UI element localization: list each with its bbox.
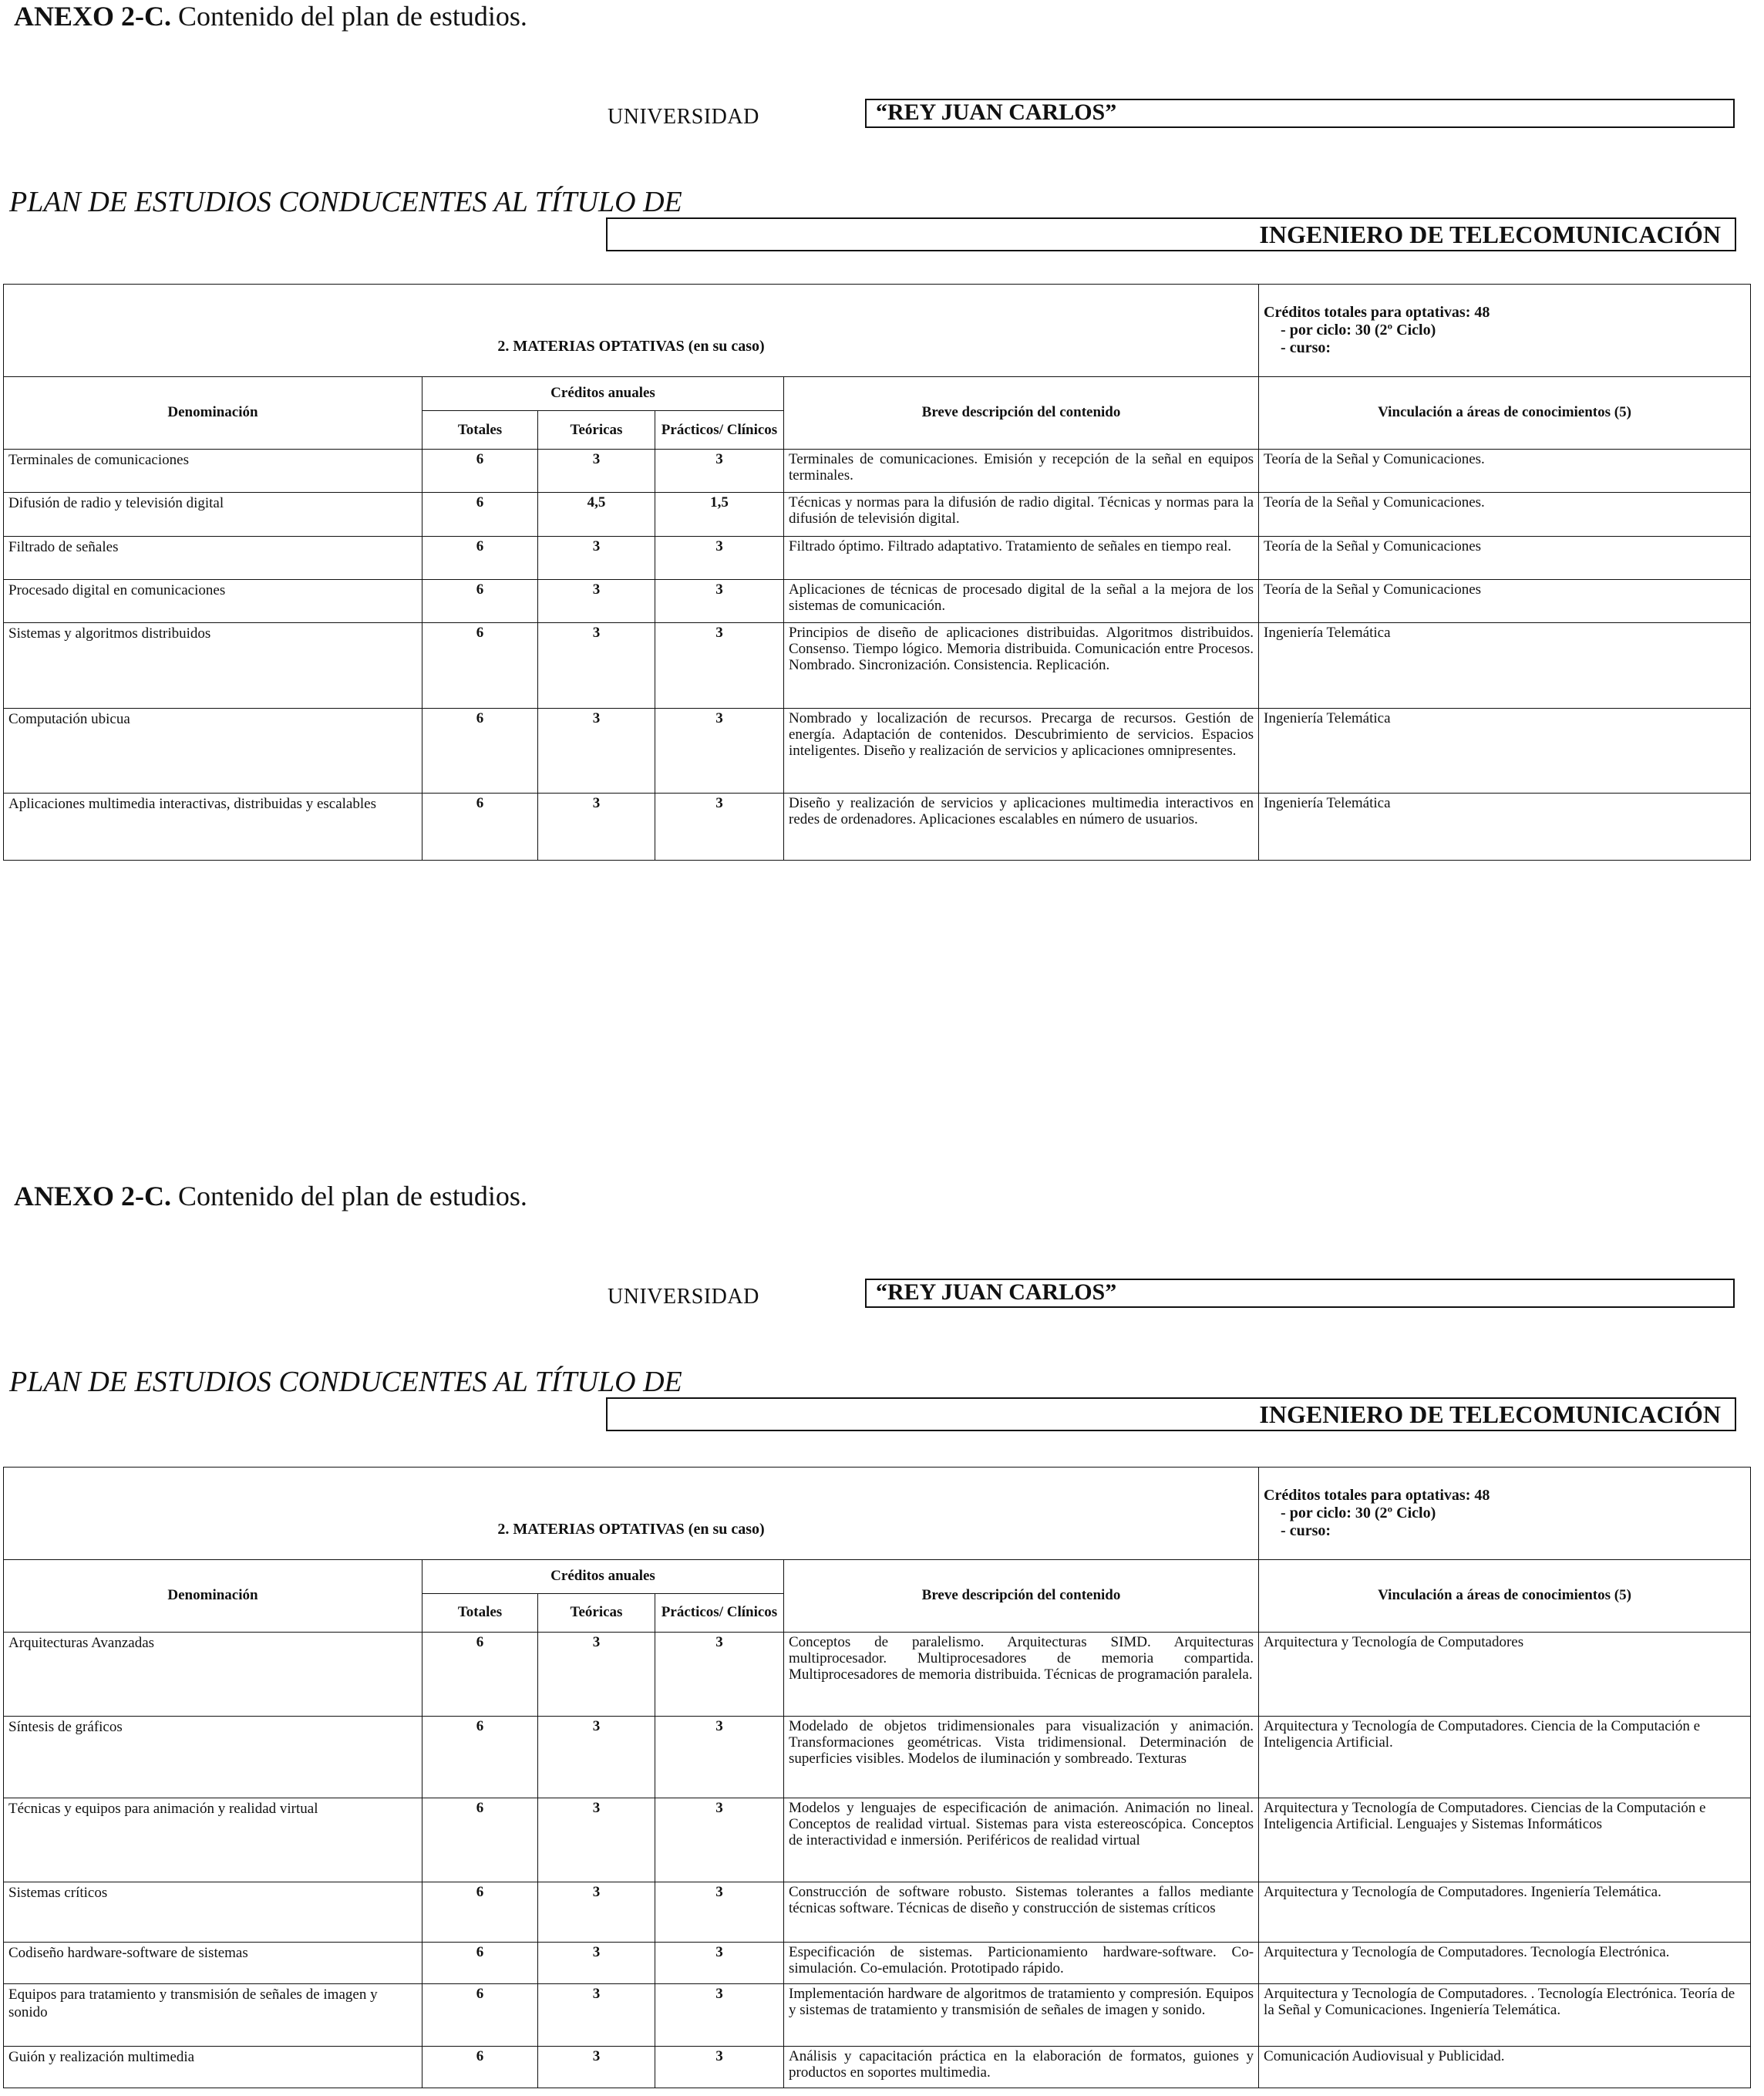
table-row: [4, 493, 1751, 536]
subject-name: Difusión de radio y televisión digital: [4, 493, 422, 536]
subject-description: Filtrado óptimo. Filtrado adaptativo. Tratamiento de señales en tiempo real.: [784, 536, 1259, 579]
section-title: 2. MATERIAS OPTATIVAS (en su caso): [4, 285, 1259, 377]
table-row: [4, 708, 1751, 794]
credits-practice: 3: [655, 2046, 784, 2088]
subject-description: Diseño y realización de servicios y aplicaciones multimedia interactivos en redes de ordenadores. Aplicaciones escalables en número de usuarios.: [784, 794, 1259, 861]
table-row: [4, 580, 1751, 623]
header-creditos: Créditos anuales: [422, 376, 784, 410]
table-row: [4, 536, 1751, 579]
section-title: 2. MATERIAS OPTATIVAS (en su caso): [4, 1468, 1259, 1560]
credits-theory: 3: [538, 1633, 655, 1717]
table-row: [4, 623, 1751, 709]
university-label: UNIVERSIDAD: [608, 1285, 759, 1309]
knowledge-area: Teoría de la Señal y Comunicaciones: [1259, 580, 1751, 623]
credits-practice: 3: [655, 708, 784, 794]
header-teoricas: Teóricas: [538, 410, 655, 449]
knowledge-area: Arquitectura y Tecnología de Computadores. . Tecnología Electrónica. Teoría de la Señal y Comunicaciones. Ingeniería Telemática.: [1259, 1984, 1751, 2046]
subject-name: Codiseño hardware-software de sistemas: [4, 1943, 422, 1984]
optional-subjects-table: [3, 1467, 1751, 2088]
subject-description: Nombrado y localización de recursos. Precarga de recursos. Gestión de energía. Adaptación de contenidos. Descubrimiento de servicios. Espacios inteligentes. Diseño y realización de servicios y aplicaciones omnipresentes.: [784, 708, 1259, 794]
header-denominacion: Denominación: [4, 1559, 422, 1632]
credits-practice: 3: [655, 450, 784, 493]
credits-practice: 3: [655, 536, 784, 579]
credits-theory: 3: [538, 1943, 655, 1984]
credits-practice: 3: [655, 623, 784, 709]
optional-subjects-table: [3, 284, 1751, 861]
degree-title-box: INGENIERO DE TELECOMUNICACIÓN: [606, 1397, 1736, 1431]
credits-practice: 1,5: [655, 493, 784, 536]
credits-total: 6: [422, 708, 538, 794]
knowledge-area: Ingeniería Telemática: [1259, 794, 1751, 861]
table-row: [4, 2046, 1751, 2088]
subject-name: Equipos para tratamiento y transmisión de señales de imagen y sonido: [4, 1984, 422, 2046]
table-row: [4, 794, 1751, 861]
credits-theory: 3: [538, 794, 655, 861]
credits-total: 6: [422, 1633, 538, 1717]
header-creditos: Créditos anuales: [422, 1559, 784, 1593]
credits-total: 6: [422, 2046, 538, 2088]
university-name-box: “REY JUAN CARLOS”: [865, 99, 1735, 128]
subject-description: Técnicas y normas para la difusión de radio digital. Técnicas y normas para la difusión de televisión digital.: [784, 493, 1259, 536]
credits-theory: 3: [538, 708, 655, 794]
knowledge-area: Teoría de la Señal y Comunicaciones.: [1259, 450, 1751, 493]
credits-theory: 3: [538, 1984, 655, 2046]
header-denominacion: Denominación: [4, 376, 422, 450]
subject-name: Terminales de comunicaciones: [4, 450, 422, 493]
credits-theory: 3: [538, 2046, 655, 2088]
credits-total: 6: [422, 1798, 538, 1882]
subject-name: Síntesis de gráficos: [4, 1716, 422, 1798]
subject-description: Conceptos de paralelismo. Arquitecturas SIMD. Arquitecturas multiprocesador. Multiprocesadores de memoria compartida. Multiprocesadores de memoria distribuida. Técnicas de programación paralela.: [784, 1633, 1259, 1717]
credits-total: 6: [422, 1984, 538, 2046]
credits-total: 6: [422, 1716, 538, 1798]
subject-name: Técnicas y equipos para animación y realidad virtual: [4, 1798, 422, 1882]
annex-heading: ANEXO 2-C. Contenido del plan de estudios.: [14, 1181, 527, 1211]
university-label: UNIVERSIDAD: [608, 105, 759, 129]
header-practicos: Prácticos/ Clínicos: [655, 1593, 784, 1632]
subject-name: Sistemas y algoritmos distribuidos: [4, 623, 422, 709]
header-vinculacion: Vinculación a áreas de conocimientos (5): [1259, 1559, 1751, 1632]
credits-total: 6: [422, 580, 538, 623]
credits-theory: 3: [538, 1882, 655, 1942]
header-teoricas: Teóricas: [538, 1593, 655, 1632]
header-totales: Totales: [422, 1593, 538, 1632]
credits-total: 6: [422, 450, 538, 493]
credits-practice: 3: [655, 1798, 784, 1882]
credits-theory: 3: [538, 1716, 655, 1798]
knowledge-area: Comunicación Audiovisual y Publicidad.: [1259, 2046, 1751, 2088]
subject-name: Aplicaciones multimedia interactivas, distribuidas y escalables: [4, 794, 422, 861]
knowledge-area: Teoría de la Señal y Comunicaciones.: [1259, 493, 1751, 536]
knowledge-area: Arquitectura y Tecnología de Computadores. Ciencias de la Computación e Inteligencia Artificial. Lenguajes y Sistemas Informáticos: [1259, 1798, 1751, 1882]
credits-theory: 3: [538, 1798, 655, 1882]
subject-name: Arquitecturas Avanzadas: [4, 1633, 422, 1717]
plan-title: PLAN DE ESTUDIOS CONDUCENTES AL TÍTULO DE: [9, 186, 682, 218]
plan-title: PLAN DE ESTUDIOS CONDUCENTES AL TÍTULO DE: [9, 1366, 682, 1398]
credits-total: 6: [422, 493, 538, 536]
knowledge-area: Arquitectura y Tecnología de Computadores. Ingeniería Telemática.: [1259, 1882, 1751, 1942]
subject-description: Principios de diseño de aplicaciones distribuidas. Algoritmos distribuidos. Consenso. Tiempo lógico. Memoria distribuida. Comunicación entre Procesos. Nombrado. Sincronización. Consistencia. Replicación.: [784, 623, 1259, 709]
credits-total: 6: [422, 1943, 538, 1984]
credits-summary: Créditos totales para optativas: 48 - por ciclo: 30 (2º Ciclo) - curso:: [1259, 1468, 1751, 1560]
credits-practice: 3: [655, 1882, 784, 1942]
table-row: [4, 1798, 1751, 1882]
credits-theory: 3: [538, 580, 655, 623]
header-practicos: Prácticos/ Clínicos: [655, 410, 784, 449]
annex-heading: ANEXO 2-C. Contenido del plan de estudios.: [14, 1, 527, 32]
subject-name: Sistemas críticos: [4, 1882, 422, 1942]
subject-name: Guión y realización multimedia: [4, 2046, 422, 2088]
credits-practice: 3: [655, 1943, 784, 1984]
table-row: [4, 1943, 1751, 1984]
table-row: [4, 1882, 1751, 1942]
table-row: [4, 1984, 1751, 2046]
subject-name: Procesado digital en comunicaciones: [4, 580, 422, 623]
knowledge-area: Arquitectura y Tecnología de Computadores: [1259, 1633, 1751, 1717]
credits-theory: 3: [538, 536, 655, 579]
table-row: [4, 1633, 1751, 1717]
knowledge-area: Teoría de la Señal y Comunicaciones: [1259, 536, 1751, 579]
header-vinculacion: Vinculación a áreas de conocimientos (5): [1259, 376, 1751, 450]
credits-practice: 3: [655, 794, 784, 861]
credits-practice: 3: [655, 1633, 784, 1717]
header-descripcion: Breve descripción del contenido: [784, 376, 1259, 450]
university-name-box: “REY JUAN CARLOS”: [865, 1279, 1735, 1308]
subject-description: Implementación hardware de algoritmos de tratamiento y compresión. Equipos y sistemas de tratamiento y transmisión de señales de imagen y sonido.: [784, 1984, 1259, 2046]
subject-description: Aplicaciones de técnicas de procesado digital de la señal a la mejora de los sistemas de comunicación.: [784, 580, 1259, 623]
table-row: [4, 1716, 1751, 1798]
credits-theory: 3: [538, 623, 655, 709]
subject-description: Análisis y capacitación práctica en la elaboración de formatos, guiones y productos en soportes multimedia.: [784, 2046, 1259, 2088]
header-descripcion: Breve descripción del contenido: [784, 1559, 1259, 1632]
subject-description: Terminales de comunicaciones. Emisión y recepción de la señal en equipos terminales.: [784, 450, 1259, 493]
credits-total: 6: [422, 536, 538, 579]
credits-practice: 3: [655, 1984, 784, 2046]
degree-title-box: INGENIERO DE TELECOMUNICACIÓN: [606, 217, 1736, 251]
subject-description: Modelos y lenguajes de especificación de animación. Animación no lineal. Conceptos de realidad virtual. Sistemas para vista estereoscópica. Conceptos de interactividad e inmersión. Periféricos de realidad virtual: [784, 1798, 1259, 1882]
credits-practice: 3: [655, 580, 784, 623]
knowledge-area: Arquitectura y Tecnología de Computadores. Tecnología Electrónica.: [1259, 1943, 1751, 1984]
credits-summary: Créditos totales para optativas: 48 - por ciclo: 30 (2º Ciclo) - curso:: [1259, 285, 1751, 377]
credits-total: 6: [422, 1882, 538, 1942]
subject-name: Filtrado de señales: [4, 536, 422, 579]
credits-total: 6: [422, 623, 538, 709]
subject-description: Especificación de sistemas. Particionamiento hardware-software. Co-simulación. Co-emulación. Prototipado rápido.: [784, 1943, 1259, 1984]
knowledge-area: Arquitectura y Tecnología de Computadores. Ciencia de la Computación e Inteligencia Artificial.: [1259, 1716, 1751, 1798]
credits-practice: 3: [655, 1716, 784, 1798]
credits-theory: 4,5: [538, 493, 655, 536]
credits-theory: 3: [538, 450, 655, 493]
subject-description: Modelado de objetos tridimensionales para visualización y animación. Transformaciones geométricas. Vista tridimensional. Determinación de superficies visibles. Modelos de iluminación y sombreado. Texturas: [784, 1716, 1259, 1798]
subject-description: Construcción de software robusto. Sistemas tolerantes a fallos mediante técnicas software. Técnicas de diseño y construcción de sistemas críticos: [784, 1882, 1259, 1942]
knowledge-area: Ingeniería Telemática: [1259, 623, 1751, 709]
header-totales: Totales: [422, 410, 538, 449]
credits-total: 6: [422, 794, 538, 861]
subject-name: Computación ubicua: [4, 708, 422, 794]
table-row: [4, 450, 1751, 493]
knowledge-area: Ingeniería Telemática: [1259, 708, 1751, 794]
